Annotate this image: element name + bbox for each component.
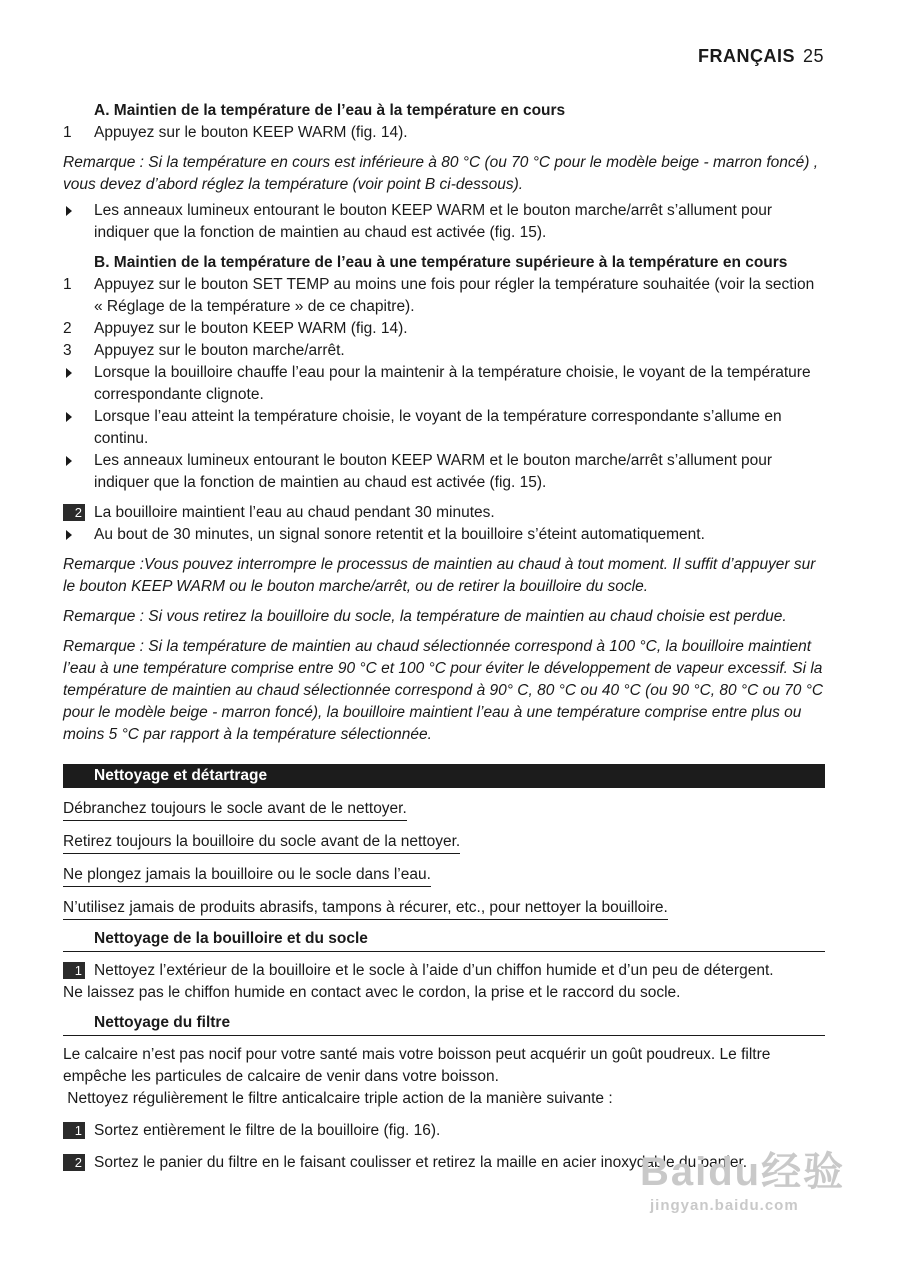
section-b-step-3 [63,340,825,362]
step-text: Appuyez sur le bouton marche/arrêt. [94,342,345,359]
page-number: 25 [802,46,824,66]
step-number-box: 2 [63,502,94,524]
warning-4: N’utilisez jamais de produits abrasifs, tampons à récurer, etc., pour nettoyer la bouilloire. [63,897,668,920]
section-b-step-2 [63,318,825,340]
section-a-heading: A. Maintien de la température de l’eau à la température en cours [94,102,566,119]
bullet-icon [63,450,94,494]
bullet-icon [63,200,94,244]
step-number-box: 1 [63,1120,94,1142]
bullet-icon [63,524,94,546]
kettle-text: Ne laissez pas le chiffon humide en contact avec le cordon, la prise et le raccord du socle. [63,984,681,1001]
step-number: 1 [63,124,72,141]
step-number-box: 2 [63,1152,94,1174]
step-number: 2 [63,320,72,337]
bullet-text: Lorsque la bouilloire chauffe l’eau pour la maintenir à la température choisie, le voyant de la température correspondante clignote. [94,364,811,403]
watermark-logo: Baidu经验 [640,1150,846,1194]
section-title-bar: Nettoyage et détartrage [63,764,825,788]
step-text: Sortez entièrement le filtre de la bouilloire (fig. 16). [94,1122,441,1139]
subsection-heading-kettle: Nettoyage de la bouilloire et du socle [63,928,825,952]
note-2: Remarque : Si vous retirez la bouilloire du socle, la température de maintien au chaud choisie est perdue. [63,608,787,625]
section-b-step-1 [63,274,825,318]
step-text: Appuyez sur le bouton KEEP WARM (fig. 14). [94,124,408,141]
step-number: 3 [63,342,72,359]
warning-3: Ne plongez jamais la bouilloire ou le socle dans l’eau. [63,864,431,887]
page-header [698,46,824,67]
warning-2: Retirez toujours la bouilloire du socle avant de la nettoyer. [63,831,460,854]
watermark-url: jingyan.baidu.com [650,1197,799,1214]
section-b-bullet-2 [63,406,825,450]
filter-paragraph-1: Le calcaire n’est pas nocif pour votre santé mais votre boisson peut acquérir un goût poudreux. Le filtre empêche les particules de calcaire de venir dans votre boisson. [63,1046,771,1085]
step-text: Appuyez sur le bouton SET TEMP au moins une fois pour régler la température souhaitée (voir la section « Réglage de la température » de ce chapitre). [94,276,815,315]
step-2 [63,502,825,524]
warning-list [63,788,825,920]
kettle-step-1 [63,960,825,982]
step-text: Nettoyez l’extérieur de la bouilloire et le socle à l’aide d’un chiffon humide et d’un peu de détergent. [94,962,774,979]
section-a-bullet [63,200,825,244]
warning-1: Débranchez toujours le socle avant de le nettoyer. [63,798,407,821]
language-label: FRANÇAIS [697,46,795,66]
section-a-note: Remarque : Si la température en cours est inférieure à 80 °C (ou 70 °C pour le modèle beige - marron foncé) , vous devez d’abord réglez la température (voir point B ci-dessous). [63,154,819,193]
bullet-text: Les anneaux lumineux entourant le bouton KEEP WARM et le bouton marche/arrêt s’allument pour indiquer que la fonction de maintien au chaud est activée (fig. 15). [94,452,773,491]
step-text: La bouilloire maintient l’eau au chaud pendant 30 minutes. [94,504,495,521]
step-number-box: 1 [63,960,94,982]
step-text: Appuyez sur le bouton KEEP WARM (fig. 14). [94,320,408,337]
note-1: Remarque :Vous pouvez interrompre le processus de maintien au chaud à tout moment. Il suffit d’appuyer sur le bouton KEEP WARM ou le bouton marche/arrêt, ou de retirer la bouilloire du socle. [63,556,816,595]
section-b-bullet-1 [63,362,825,406]
section-b-bullet-3 [63,450,825,494]
step-2-bullet [63,524,825,546]
section-b-heading: B. Maintien de la température de l’eau à une température supérieure à la température en cours [94,254,788,271]
filter-paragraph-2: Nettoyez régulièrement le filtre anticalcaire triple action de la manière suivante : [63,1090,613,1107]
filter-step-1 [63,1120,825,1142]
section-a-step-1 [63,122,825,144]
page-content [63,100,825,1174]
step-text: Sortez le panier du filtre en le faisant coulisser et retirez la maille en acier inoxydable du panier. [94,1154,748,1171]
subsection-heading-filter: Nettoyage du filtre [63,1012,825,1036]
bullet-icon [63,406,94,450]
bullet-text: Au bout de 30 minutes, un signal sonore retentit et la bouilloire s’éteint automatiquement. [94,526,705,543]
bullet-text: Lorsque l’eau atteint la température choisie, le voyant de la température correspondante s’allume en continu. [94,408,782,447]
step-number: 1 [63,276,72,293]
bullet-text: Les anneaux lumineux entourant le bouton KEEP WARM et le bouton marche/arrêt s’allument pour indiquer que la fonction de maintien au chaud est activée (fig. 15). [94,202,773,241]
bullet-icon [63,362,94,406]
note-3: Remarque : Si la température de maintien au chaud sélectionnée correspond à 100 °C, la bouilloire maintient l’eau à une température comprise entre 90 °C et 100 °C pour éviter le développement de vapeur excessif. Si la température de maintien au chaud sélectionnée correspond à 90° C, 80 °C ou 40 °C (ou 90 °C, 80 °C ou 70 °C pour le modèle beige - marron foncé), la bouilloire maintient l’eau à une température comprise entre plus ou moins 5 °C par rapport à la température sélectionnée. [63,638,824,743]
watermark [640,1140,845,1214]
